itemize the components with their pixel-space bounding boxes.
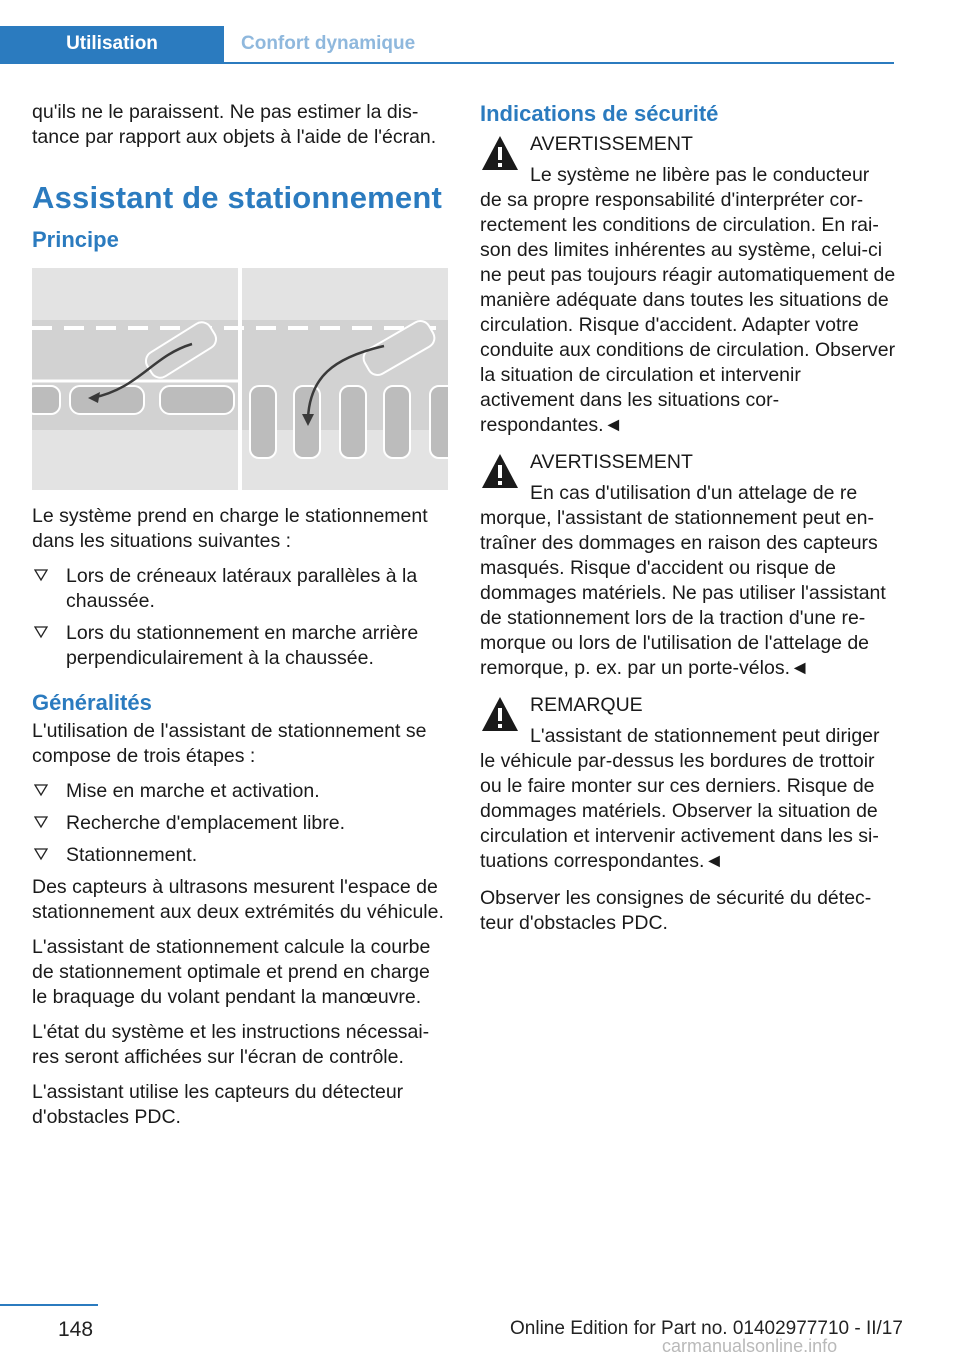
closing-text: Observer les consignes de sécurité du détecteur d'obstacles PDC. [480, 887, 872, 934]
warning-text: morque, l'assistant de stationnement peut entraîner des dommages en raison des capteurs masqués. Risque d'accident ou risque de dommages matériels. Ne pas utiliser l'assistant de stationnement lors de la traction d'une remorque ou lors de l'utilisation de l'attelage de remorque, p. ex. par un porte-vélos.◄ [480, 507, 886, 679]
tab-confort-dynamique[interactable]: Confort dynamique [241, 33, 416, 54]
watermark: carmanualsonline.info [662, 1336, 838, 1356]
principe-list [32, 564, 448, 671]
generalites-heading: Généralités [32, 690, 152, 715]
triangle-bullet-icon [34, 625, 48, 639]
warning-triangle-icon [480, 695, 520, 733]
right-column [480, 100, 896, 946]
note-block [480, 693, 896, 874]
page-number: 148 [58, 1318, 94, 1341]
list-item: Lors de créneaux latéraux parallèles à la chaussée. [32, 564, 448, 614]
paragraph: Des capteurs à ultrasons mesurent l'espace de stationnement aux deux extrémités du véhicule. [32, 876, 444, 923]
tab-utilisation[interactable]: Utilisation [0, 26, 224, 62]
generalites-text: L'utilisation de l'assistant de stationnement se compose de trois étapes : [32, 720, 427, 767]
paragraph: L'assistant de stationnement calcule la courbe de stationnement optimale et prend en charge le braquage du volant pendant la manœuvre. [32, 936, 431, 1008]
intro-text: qu'ils ne le paraissent. Ne pas estimer la distance par rapport aux objets à l'aide de l'écran. [32, 101, 437, 148]
principe-text: Le système prend en charge le stationnement dans les situations suivantes : [32, 505, 428, 552]
note-text: le véhicule par-dessus les bordures de trottoir ou le faire monter sur ces derniers. Risque de dommages matériels. Observer la situation de circulation et intervenir activement dans les situations correspondantes.◄ [480, 750, 879, 872]
paragraph: L'assistant utilise les capteurs du détecteur d'obstacles PDC. [32, 1081, 404, 1128]
warning-triangle-icon [480, 134, 520, 172]
parking-illustration [32, 268, 448, 490]
warning-block [480, 132, 896, 438]
warning-text: En cas d'utilisation d'un attelage de re [530, 482, 858, 504]
note-title: REMARQUE [530, 694, 643, 716]
warning-triangle-icon [480, 452, 520, 490]
triangle-bullet-icon [34, 815, 48, 829]
header-bar [0, 26, 894, 64]
principe-heading: Principe [32, 227, 119, 252]
warning-text: de sa propre responsabilité d'interpréter correctement les conditions de circulation. En raison des limites inhérentes au système, celui-ci ne peut pas toujours réagir automatiquement de manière adéquate dans toutes les situations de circulation. Risque d'accident. Adapter votre conduite aux conditions de circulation. Observer la situation de circulation et intervenir activement dans les situations correspondantes.◄ [480, 189, 896, 436]
list-item: Mise en marche et activation. [32, 779, 448, 804]
list-item: Stationnement. [32, 843, 448, 868]
triangle-bullet-icon [34, 783, 48, 797]
triangle-bullet-icon [34, 568, 48, 582]
warning-title: AVERTISSEMENT [530, 451, 693, 473]
generalites-list [32, 779, 448, 868]
edition-text: Online Edition for Part no. 01402977710 - II/17 [510, 1318, 903, 1339]
left-column [32, 100, 448, 1140]
triangle-bullet-icon [34, 847, 48, 861]
list-item: Recherche d'emplacement libre. [32, 811, 448, 836]
note-text: L'assistant de stationnement peut diriger [530, 725, 880, 747]
footer-rule [0, 1304, 98, 1306]
safety-heading: Indications de sécurité [480, 101, 719, 126]
warning-block [480, 450, 896, 681]
warning-text: Le système ne libère pas le conducteur [530, 164, 870, 186]
warning-title: AVERTISSEMENT [530, 133, 693, 155]
list-item: Lors du stationnement en marche arrière perpendiculairement à la chaussée. [32, 621, 448, 671]
paragraph: L'état du système et les instructions nécessaires seront affichées sur l'écran de contrôle. [32, 1021, 430, 1068]
section-title: Assistant de stationnement [32, 180, 443, 215]
